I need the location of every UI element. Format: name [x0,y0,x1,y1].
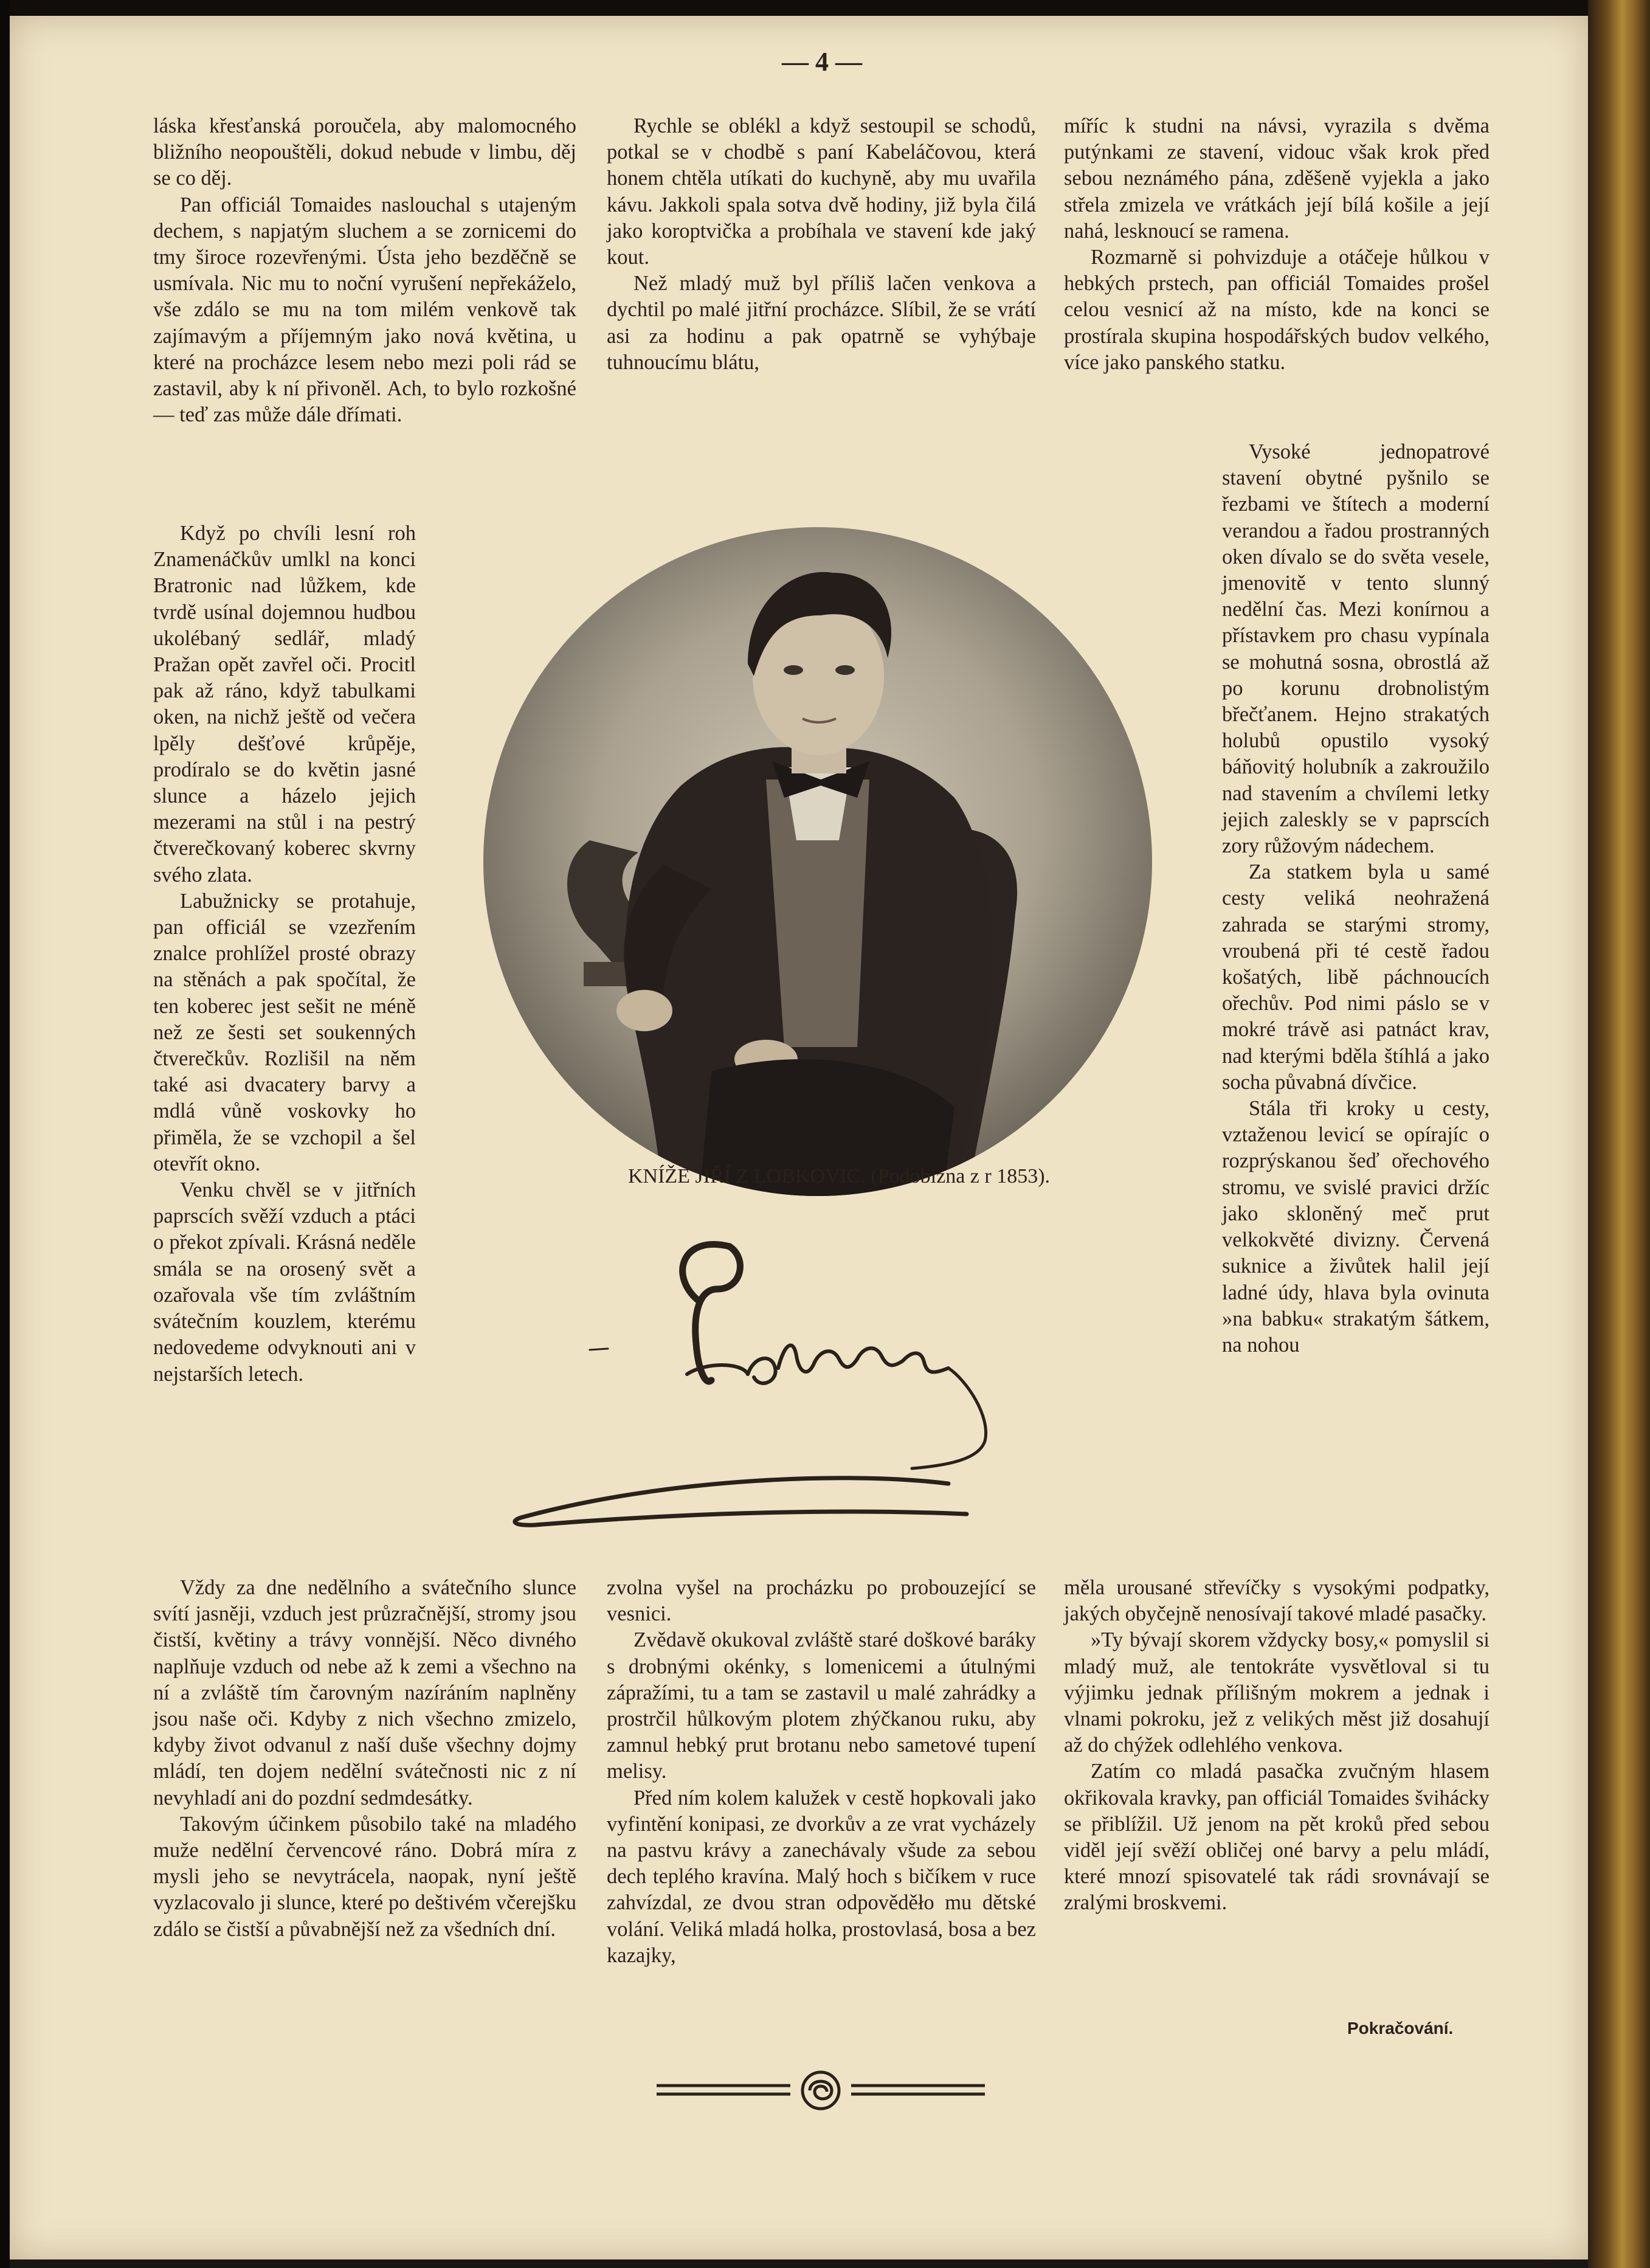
signature-image [486,1222,1064,1538]
closing-ornament [651,2066,991,2115]
paragraph: měla urousané střevíčky s vysokými podpatky, jakých obyčejně nenosívají takové mladé pasačky. [1064,1576,1489,1626]
paragraph: Pan officiál Tomaides naslouchal s utajeným dechem, s napjatým sluchem a se zornicemi do tmy široce rozevřenými. Ústa jeho bezděčně se usmívala. Nic mu to noční vyrušení nepřekáželo, vše zdálo se mu na tom milém venkově tak zajímavým a příjemným jako nová květina, u které na procházce lesem nebo mezi poli rád se zastavil, aby k ní přivoněl. Ach, to bylo rozkošné — teď zas může dále dřímati. [153,193,576,427]
page-number: — 4 — [782,47,862,77]
left-column-bottom [153,1575,576,1943]
middle-column-top [607,113,1036,376]
scan-border-left [0,0,10,2268]
paragraph: Takovým účinkem působilo také na mladého muže nedělní červencové ráno. Dobrá míra z mysli jeho se nevytrácela, naopak, nyní ještě vyzlacovalo ji slunce, které po deštivém včerejšku zdálo se čistší a půvabnější než za všedních dní. [153,1812,576,1941]
book-binding-edge [1588,0,1650,2268]
paragraph: Vysoké jednopatrové stavení obytné pyšnilo se řezbami ve štítech a moderní verandou a řadou prostranných oken dívalo se do světa vesele, jmenovitě v tento slunný nedělní čas. Mezi konírnou a přístavkem pro chasu vypínala se mohutná sosna, obrostlá až po korunu drobnolistým břečťanem. Hejno strakatých holubů opustilo vysoký báňovitý holubník a zakroužilo nad stavením a chvílemi letky jejich zaleskly se v paprscích zory růžovým nádechem. [1222,440,1489,858]
paragraph: Vždy za dne nedělního a svátečního slunce svítí jasněji, vzduch jest průzračnější, stromy jsou čistší, květiny a trávy vonnější. Něco divného naplňuje vzduch od nebe až k zemi a všechno na ní a zvláště tím čarovným nazíráním naplněny jsou naše oči. Kdyby z nich všechno zmizelo, kdyby život odvanul z naší duše všechny dojmy mládí, ten dojem nedělní svátečnosti nic z ní nevyhladí ani do pozdní sedmdesátky. [153,1576,576,1810]
paragraph: Zvědavě okukoval zvláště staré doškové baráky s drobnými okénky, s lomenicemi a útulnými zápražími, tu a tam se zastavil u malé zahrádky a prostrčil hůlkovým plotem zhýčkanou ruku, aby zamnul hebký prut brotanu nebo sametové tupení melisy. [607,1628,1036,1783]
right-column-bottom [1064,1575,1489,1917]
portrait-photograph [480,524,1155,1199]
paragraph: Venku chvěl se v jitřních paprscích svěží vzduch a ptáci o překot zpívali. Krásná neděle smála se na orosený svět a ozařovala vše tím zvláštním svátečním kouzlem, kterému nedovedeme odvyknouti ani v nejstarších letech. [153,1178,416,1386]
paragraph: Před ním kolem kalužek v cestě hopkovali jako vyfintění konipasi, ze dvorkův a ze vrat vycházely na pastvu krávy a zanechávaly všude za sebou dech teplého kravína. Malý hoch s bičíkem v ruce zahvízdal, ze dvou stran odpověděło mu dětské volání. Veliká mladá holka, prostovlasá, bosa a bez kazajky, [607,1786,1036,1967]
right-column-narrow [1222,439,1489,1358]
paragraph: Stála tři kroky u cesty, vztaženou levicí se opírajíc o rozprýskanou šeď ořechového stromu, ve svislé pravici držíc jako skloněný meč prut velkokvěté divizny. Červená suknice a živůtek halil její ladné údy, hlava byla ovinuta »na babku« strakatým šátkem, na nohou [1222,1097,1489,1357]
paragraph: Labužnicky se protahuje, pan officiál se vzezřením znalce prohlížel prosté obrazy na stěnách a pak spočítal, že ten koberec jest sešit ne méně než ze šesti set soukenných čtverečkův. Rozlišil na něm také asi dvacatery barvy a mdlá vůně voskovky ho přiměla, že se vzchopil a šel otevřít okno. [153,889,416,1175]
continued-note: Pokračování. [1347,2019,1454,2038]
middle-column-bottom [607,1575,1036,1969]
paragraph: míříc k studni na návsi, vyrazila s dvěma putýnkami ze stavení, vidouc však krok před sebou neznámého pána, zděšeně vyjekla a jako střela zmizela ve vrátkách její bílá košile a její nahá, lesknoucí se ramena. [1064,114,1489,243]
paragraph: Rychle se oblékl a když sestoupil se schodů, potkal se v chodbě s paní Kabeláčovou, která honem chtěla utíkati do kuchyně, aby mu uvařila kávu. Jakkoli spala sotva dvě hodiny, již byla čilá jako koroptvička a probíhala ve stavení kde jaký kout. [607,114,1036,269]
signature-text [486,1222,487,1223]
paragraph: Za statkem byla u samé cesty veliká neohražená zahrada se starými stromy, vroubená při té cestě řadou košatých, libě páchnoucích ořechův. Pod nimi páslo se v mokré trávě asi patnáct krav, nad kterými bděla štíhlá a jako socha půvabná dívčice. [1222,860,1489,1094]
paragraph: »Ty bývají skorem vždycky bosy,« pomyslil si mladý muž, ale tentokráte vysvětloval si tu výjimku jednak přílišným mokrem a jednak i vlnami pokroku, jež z velikých měst již dosahují až do chýžek odlehlého venkova. [1064,1628,1489,1757]
paragraph: Než mladý muž byl příliš lačen venkova a dychtil po malé jitřní procházce. Slíbil, že se vrátí asi za hodinu a pak opatrně se vyhýbaje tuhnoucímu blátu, [607,272,1036,374]
paragraph: láska křesťanská poroučela, aby malomocného bližního neopouštěli, dokud nebude v limbu, děj se co děj. [153,114,576,190]
left-column-narrow [153,520,416,1388]
paragraph: zvolna vyšel na procházku po probouzející se vesnici. [607,1576,1036,1626]
paragraph: Když po chvíli lesní roh Znamenáčkův umlkl na konci Bratronic nad lůžkem, kde tvrdě usínal dojemnou hudbou ukolébaný sedlář, mladý Pražan opět zavřel oči. Procitl pak až ráno, když tabulkami oken, na nichž ještě od večera lpěly dešťové krůpěje, prodíralo se do květin jasné slunce a házelo jejich mezerami na stůl i na pestrý čtverečkovaný koberec skvrny svého zlata. [153,522,416,887]
paragraph: Rozmarně si pohvizduje a otáčeje hůlkou v hebkých prstech, pan officiál Tomaides prošel celou vesnicí až na místo, kde na konci se prostírala skupina hospodářských budov velkého, více jako panského statku. [1064,246,1489,374]
paragraph: Zatím co mladá pasačka zvučným hlasem okřikovala kravky, pan officiál Tomaides švihácky se přiblížil. Už jenom na pět kroků před sebou viděl její svěží obličej oné barvy a pelu mládí, které mnozí spisovatelé tak rádi srovnávají se zralými broskvemi. [1064,1760,1489,1915]
left-column-top [153,113,576,428]
right-column-top [1064,113,1489,376]
portrait-caption: KNÍŽE JIŘÍ Z LOBKOVIC. (Podobizna z r 1853). [627,1165,1051,1188]
